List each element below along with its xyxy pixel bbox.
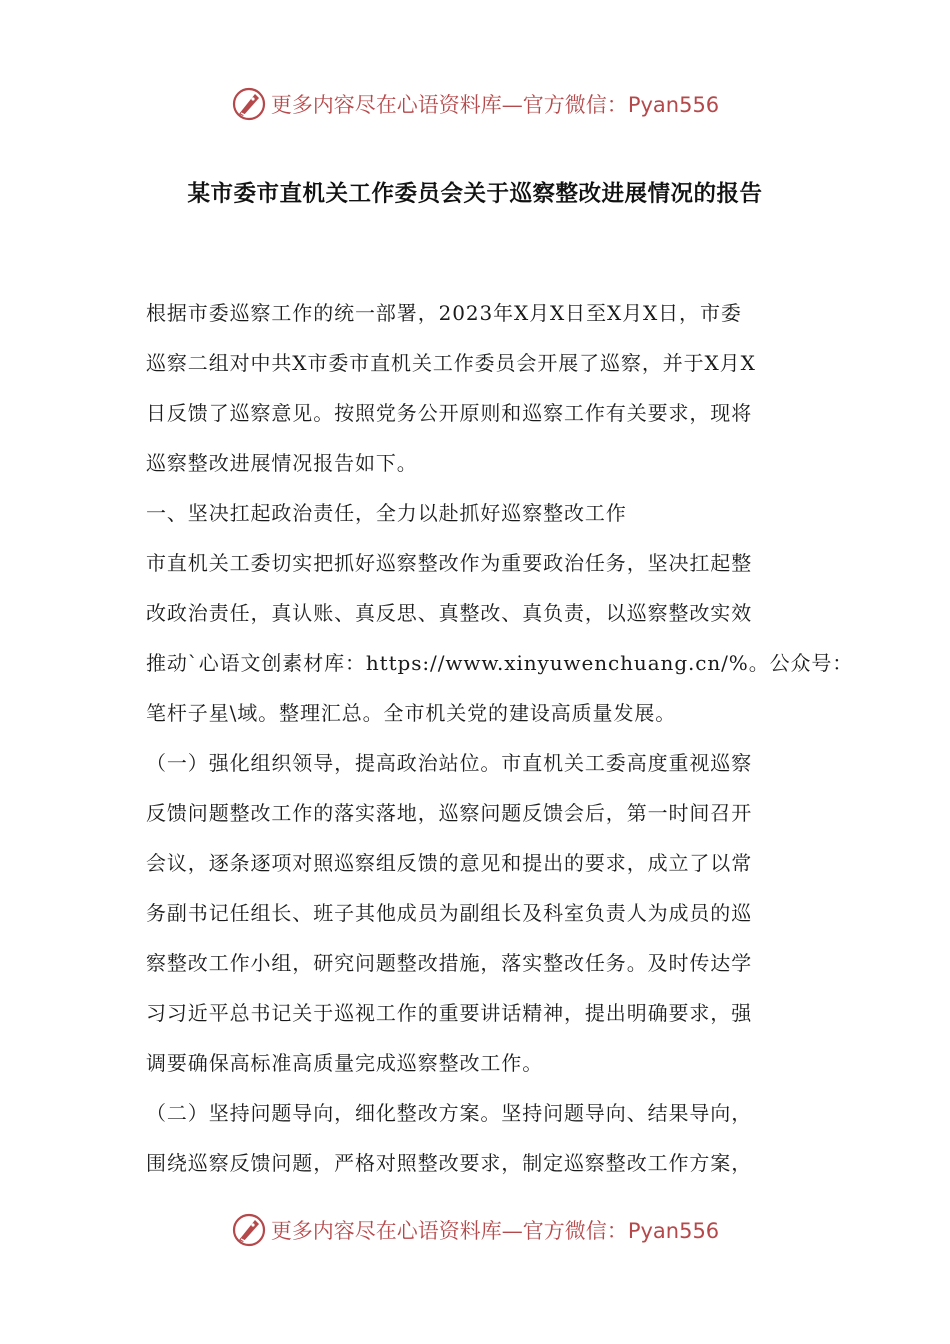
body-line: 习习近平总书记关于巡视工作的重要讲话精神，提出明确要求，强 [146,1001,753,1025]
body-line: 察整改工作小组，研究问题整改措施，落实整改任务。及时传达学 [146,951,753,975]
footer-watermark [0,1208,950,1252]
body-line: 围绕巡察反馈问题，严格对照整改要求，制定巡察整改工作方案， [146,1151,753,1175]
body-line: （一）强化组织领导，提高政治站位。市直机关工委高度重视巡察 [146,751,753,775]
body-line: （二）坚持问题导向，细化整改方案。坚持问题导向、结果导向， [146,1101,753,1125]
body-line: 笔杆子星\域。整理汇总。全市机关党的建设高质量发展。 [146,701,677,725]
body-line: 日反馈了巡察意见。按照党务公开原则和巡察工作有关要求，现将 [146,401,753,425]
document-body [146,288,854,1188]
body-line: 推动`心语文创素材库：https://www.xinyuwenchuang.cn/%。公众号： [146,651,854,675]
body-line: 巡察二组对中共X市委市直机关工作委员会开展了巡察，并于X月X [146,351,756,375]
document-title: 某市委市直机关工作委员会关于巡察整改进展情况的报告 [187,181,763,207]
body-line: 会议，逐条逐项对照巡察组反馈的意见和提出的要求，成立了以常 [146,851,753,875]
body-line: 务副书记任组长、班子其他成员为副组长及科室负责人为成员的巡 [146,901,753,925]
header-watermark [0,82,950,126]
body-line: 改政治责任，真认账、真反思、真整改、真负责，以巡察整改实效 [146,601,753,625]
section-heading: 一、坚决扛起政治责任，全力以赴抓好巡察整改工作 [146,501,627,525]
watermark-text: 更多内容尽在心语资料库—官方微信：Pyan556 [270,93,720,117]
pen-nib-logo-icon [231,86,267,122]
pen-nib-logo-icon [231,1212,267,1248]
body-line: 巡察整改进展情况报告如下。 [146,451,418,475]
body-line: 市直机关工委切实把抓好巡察整改作为重要政治任务，坚决扛起整 [146,551,753,575]
watermark-text: 更多内容尽在心语资料库—官方微信：Pyan556 [270,1219,720,1243]
body-line: 反馈问题整改工作的落实落地，巡察问题反馈会后，第一时间召开 [146,801,753,825]
body-line: 调要确保高标准高质量完成巡察整改工作。 [146,1051,544,1075]
body-line: 根据市委巡察工作的统一部署，2023年X月X日至X月X日，市委 [146,301,742,325]
